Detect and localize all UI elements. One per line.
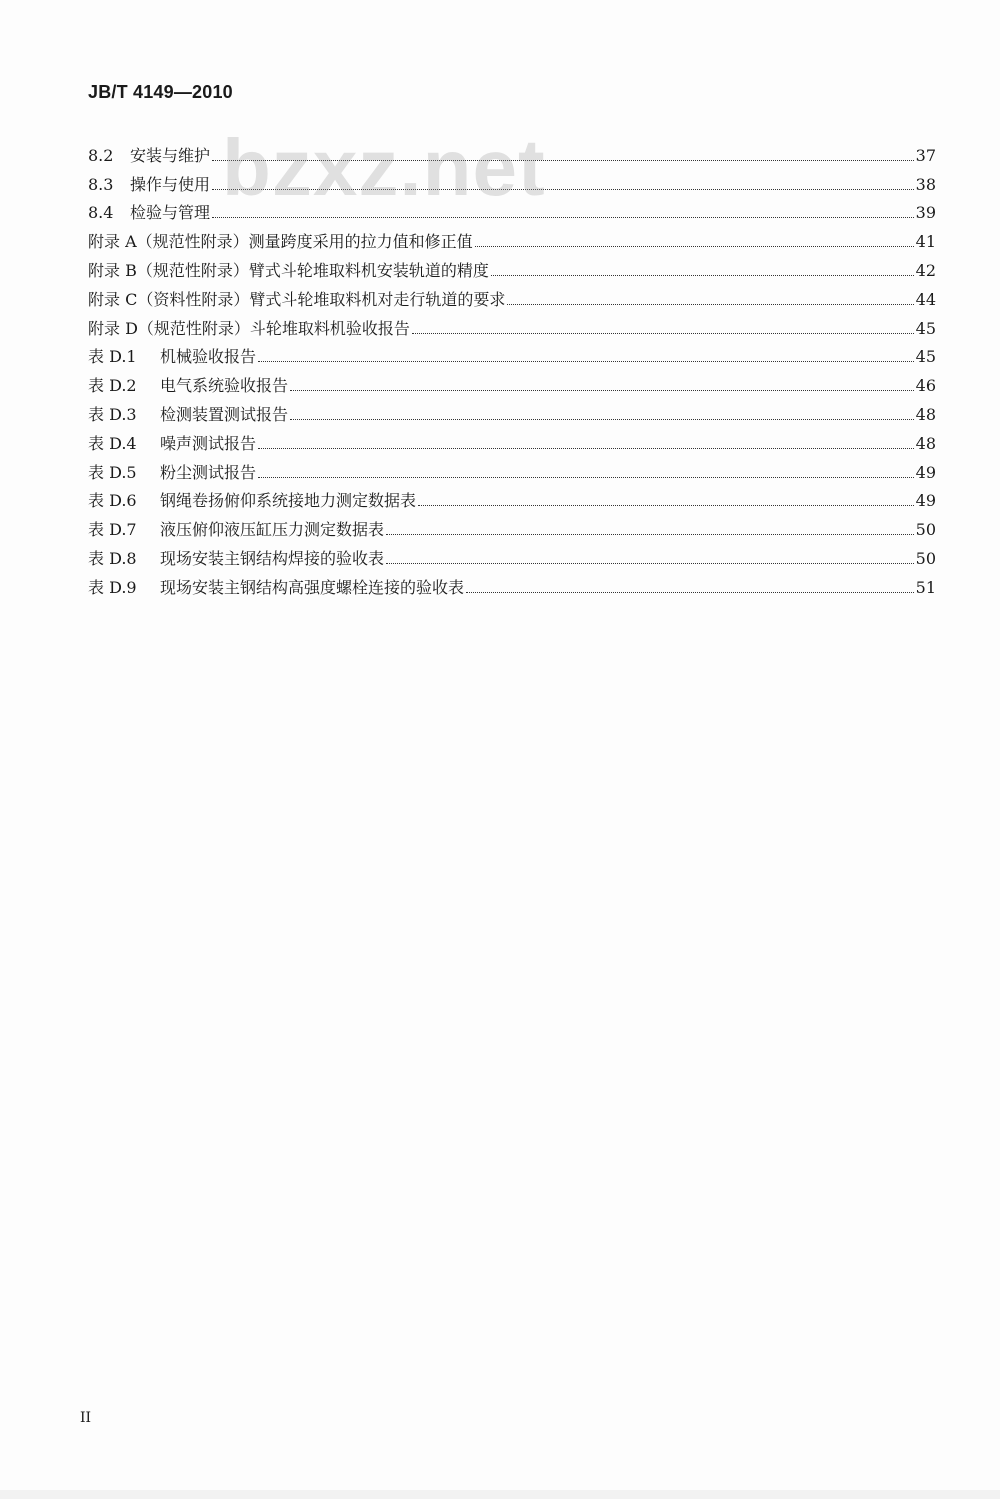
watermark: bzxz.net — [222, 123, 546, 212]
toc-entry-page: 38 — [915, 174, 936, 194]
toc-entry-number: 表 D.7 — [88, 520, 137, 540]
toc-entry-page: 42 — [915, 260, 936, 280]
toc-entry-title: 附录 C（资料性附录）臂式斗轮堆取料机对走行轨道的要求 — [88, 289, 506, 309]
toc-entry-number: 表 D.4 — [88, 433, 137, 453]
toc-entry-number: 表 D.1 — [88, 347, 137, 367]
toc-entry-page: 49 — [915, 491, 936, 511]
toc-entry-page: 37 — [915, 145, 936, 165]
toc-entry-page: 48 — [915, 404, 936, 424]
toc-dot-leader — [386, 534, 914, 535]
toc-entry-number: 表 D.5 — [88, 462, 137, 482]
toc-entry[interactable] — [88, 195, 936, 224]
toc-dot-leader — [412, 333, 914, 334]
toc-entry-title: 检验与管理 — [130, 203, 211, 223]
toc-entry[interactable] — [88, 166, 936, 195]
toc-dot-leader — [212, 189, 914, 190]
toc-entry[interactable] — [88, 511, 936, 540]
toc-entry-number: 表 D.6 — [88, 491, 137, 511]
standard-code-header: JB/T 4149—2010 — [88, 82, 233, 102]
toc-entry-number: 8.3 — [88, 174, 114, 194]
toc-dot-leader — [466, 592, 914, 593]
toc-entry[interactable] — [88, 310, 936, 339]
toc-entry-page: 46 — [915, 376, 936, 396]
toc-dot-leader — [258, 477, 914, 478]
toc-entry-page: 44 — [915, 289, 936, 309]
toc-entry[interactable] — [88, 396, 936, 425]
toc-entry-number: 8.4 — [88, 203, 114, 223]
toc-entry[interactable] — [88, 223, 936, 252]
toc-dot-leader — [258, 448, 914, 449]
toc-entry-title: 附录 A（规范性附录）测量跨度采用的拉力值和修正值 — [88, 232, 473, 252]
toc-entry[interactable] — [88, 367, 936, 396]
toc-dot-leader — [418, 505, 914, 506]
toc-dot-leader — [258, 361, 914, 362]
toc-dot-leader — [290, 390, 914, 391]
toc-entry-title: 安装与维护 — [130, 145, 211, 165]
toc-entry-title: 钢绳卷扬俯仰系统接地力测定数据表 — [160, 491, 417, 511]
page-number: II — [80, 1410, 92, 1426]
toc-entry-title: 现场安装主钢结构高强度螺栓连接的验收表 — [160, 577, 465, 597]
toc-entry-title: 附录 D（规范性附录）斗轮堆取料机验收报告 — [88, 318, 410, 338]
toc-entry-page: 51 — [915, 577, 936, 597]
toc-entry-title: 液压俯仰液压缸压力测定数据表 — [160, 520, 385, 540]
toc-dot-leader — [212, 217, 914, 218]
toc-entry-title: 机械验收报告 — [160, 347, 257, 367]
toc-entry[interactable] — [88, 569, 936, 598]
toc-entry-page: 50 — [915, 520, 936, 540]
toc-entry-title: 附录 B（规范性附录）臂式斗轮堆取料机安装轨道的精度 — [88, 260, 489, 280]
toc-entry[interactable] — [88, 339, 936, 368]
toc-dot-leader — [290, 419, 914, 420]
toc-dot-leader — [475, 246, 914, 247]
toc-entry-page: 49 — [915, 462, 936, 482]
toc-entry[interactable] — [88, 281, 936, 310]
toc-entry-page: 39 — [915, 203, 936, 223]
page-bottom-edge — [0, 1490, 1000, 1499]
toc-entry-title: 检测装置测试报告 — [160, 404, 289, 424]
toc-entry[interactable] — [88, 540, 936, 569]
toc-entry-page: 41 — [915, 232, 936, 252]
toc-entry[interactable] — [88, 454, 936, 483]
toc-dot-leader — [491, 275, 914, 276]
toc-entry-number: 8.2 — [88, 145, 114, 165]
toc-entry-title: 噪声测试报告 — [160, 433, 257, 453]
toc-entry-number: 表 D.8 — [88, 548, 137, 568]
toc-entry-page: 50 — [915, 548, 936, 568]
toc-entry-title: 电气系统验收报告 — [160, 376, 289, 396]
table-of-contents — [88, 137, 936, 598]
toc-entry-number: 表 D.2 — [88, 376, 137, 396]
toc-entry-title: 操作与使用 — [130, 174, 211, 194]
toc-dot-leader — [212, 160, 914, 161]
toc-entry-title: 粉尘测试报告 — [160, 462, 257, 482]
toc-dot-leader — [507, 304, 913, 305]
toc-entry[interactable] — [88, 425, 936, 454]
toc-entry[interactable] — [88, 483, 936, 512]
toc-entry-page: 48 — [915, 433, 936, 453]
toc-entry[interactable] — [88, 252, 936, 281]
toc-entry[interactable] — [88, 137, 936, 166]
toc-entry-title: 现场安装主钢结构焊接的验收表 — [160, 548, 385, 568]
toc-entry-number: 表 D.9 — [88, 577, 137, 597]
toc-entry-number: 表 D.3 — [88, 404, 137, 424]
toc-dot-leader — [386, 563, 914, 564]
toc-entry-page: 45 — [915, 347, 936, 367]
toc-entry-page: 45 — [915, 318, 936, 338]
